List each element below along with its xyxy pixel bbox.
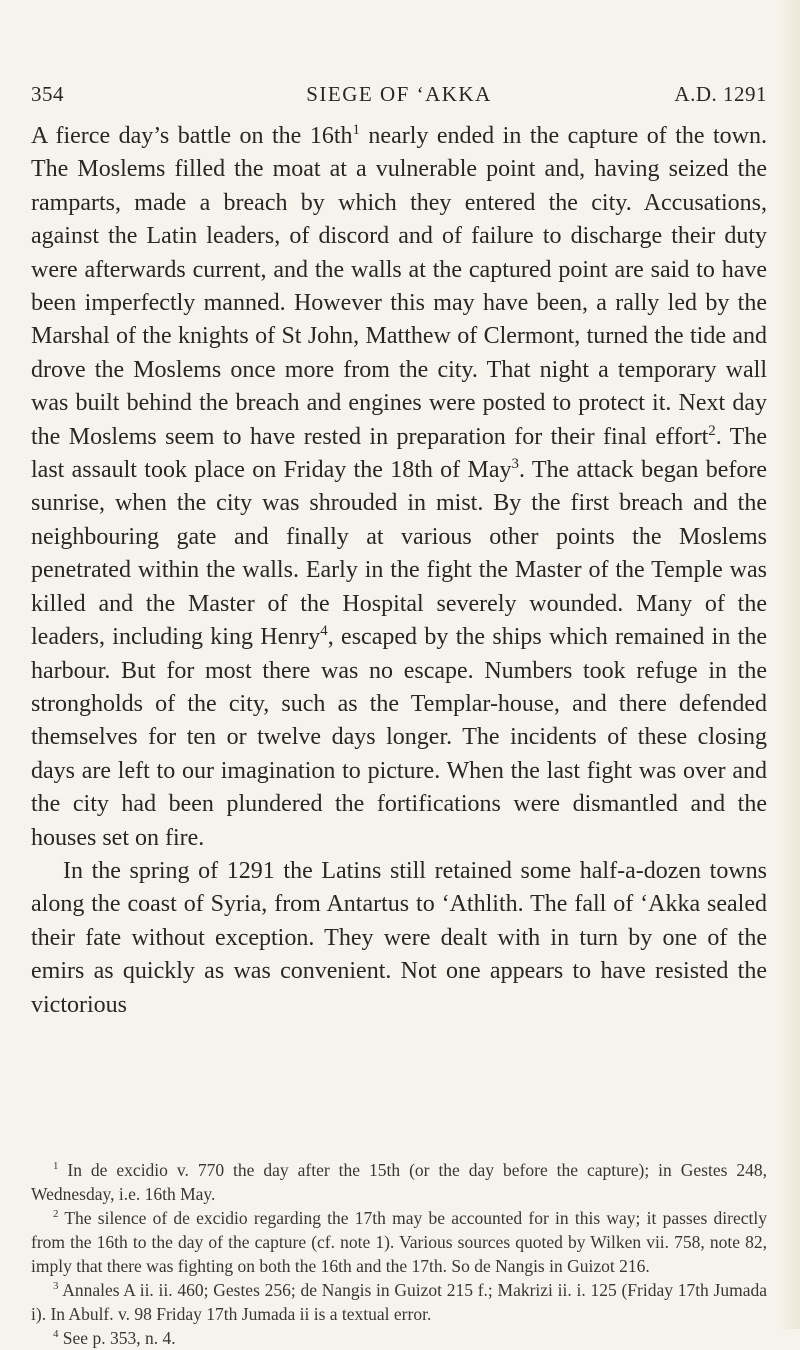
page-number: 354	[31, 82, 64, 106]
running-header	[31, 82, 767, 110]
footnote-2: $^2$ The silence of de excidio regarding the 17th may be accounted for in this way; it passes directly from the 16th to the day of the capture (cf. note 1). Various sources quoted by Wilken vii. 758, note 82, imply that there was fighting on both the 16th and the 17th. So de Nangis in Guizot 216.	[31, 1208, 767, 1276]
footnote-ref-1: 1	[352, 122, 360, 138]
footnote-4: $^4$ See p. 353, n. 4.	[53, 1328, 176, 1348]
footnote-ref-3: 3	[511, 456, 519, 473]
footnote-3: $^3$ Annales A ii. ii. 460; Gestes 256; de Nangis in Guizot 215 f.; Makrizi ii. i. 125 (Friday 17th Jumada i). In Abulf. v. 98 Friday 17th Jumada ii is a textual error.	[31, 1280, 767, 1324]
footnote-ref-4: 4	[320, 623, 328, 640]
paragraph-1: A fierce day’s battle on the $16th^1$ nearly ended in the capture of the town. The Moslems filled the moat at a vulnerable point and, having seized the ramparts, made a breach by which they entered the city. Accusations, against the Latin leaders, of discord and of failure to discharge their duty were afterwards current, and the walls at the captured point are said to have been imperfectly manned. However this may have been, a rally led by the Marshal of the knights of St John, Matthew of Clermont, turned the tide and drove the Moslems once more from the city. That night a temporary wall was built behind the breach and engines were posted to protect it. Next day the Moslems seem to have rested in preparation for their final effort$^2$. The last assault took place on Friday the 18th of May$^3$. The attack began before sunrise, when the city was shrouded in mist. By the first breach and the neighbouring gate and finally at various other points the Moslems penetrated within the walls. Early in the fight the Master of the Temple was killed and the Master of the Hospital severely wounded. Many of the leaders, including king Henry$^4$, escaped by the ships which remained in the harbour. But for most there was no escape. Numbers took refuge in the strongholds of the city, such as the Templar-house, and there defended themselves for ten or twelve days longer. The incidents of these closing days are left to our imagination to picture. When the last fight was over and the city had been plundered the fortifications were dismantled and the houses set on fire.	[31, 122, 768, 851]
paragraph-2: In the spring of 1291 the Latins still retained some half-a-dozen towns along the coast of Syria, from Antartus to ‘Athlith. The fall of ‘Akka sealed their fate without exception. They were dealt with in turn by one of the emirs as quickly as was convenient. Not one appears to have resisted the victorious	[31, 857, 767, 1018]
footnotes	[31, 1158, 767, 1350]
footnote-ref-2: 2	[708, 422, 716, 439]
running-year: A.D. 1291	[674, 82, 767, 106]
footnote-1: $^1$ In de excidio v. 770 the day after the 15th (or the day before the capture); in Gestes 248, Wednesday, i.e. 16th May.	[31, 1160, 767, 1204]
main-text	[31, 120, 767, 1022]
page-edge-shadow	[778, 0, 800, 1329]
running-title: SIEGE OF ‘AKKA	[306, 82, 492, 106]
